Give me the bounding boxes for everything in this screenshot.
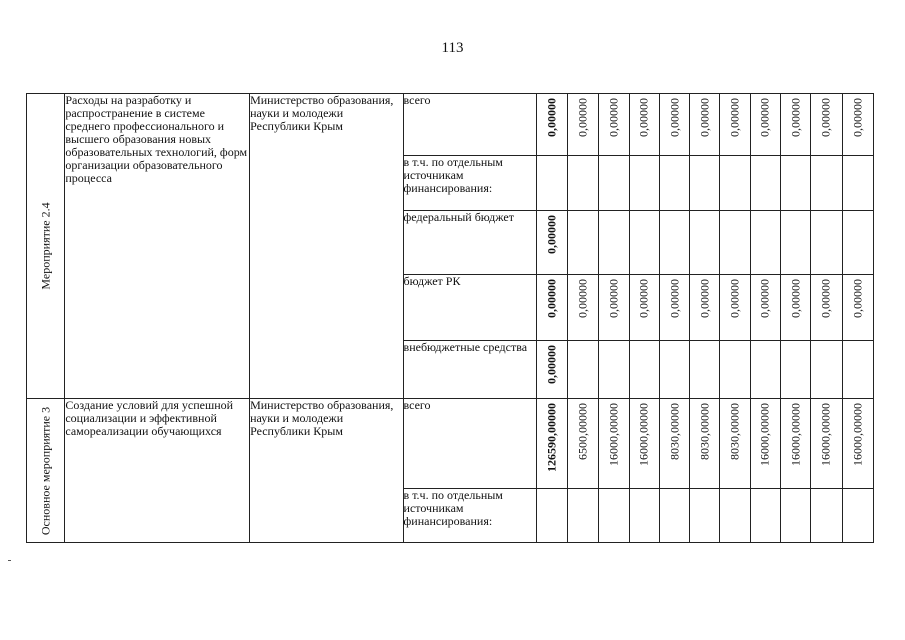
amount-value: 0,00000 [667,279,682,318]
year-value-cell [781,275,811,341]
table-row [27,94,874,156]
year-value-cell [750,94,780,156]
event-id-cell [27,94,65,399]
funding-source: в т.ч. по отдельным источникам финансирования: [403,156,536,211]
amount-value: 0,00000 [788,98,803,137]
total-value-cell [536,156,567,211]
year-value-cell [750,399,780,489]
year-value-cell [568,341,599,399]
year-value-cell [720,211,750,275]
event-executor: Министерство образования, науки и молодежи Республики Крым [250,94,403,399]
year-value-cell [629,211,659,275]
budget-table [26,93,874,543]
amount-value: 0,00000 [697,279,712,318]
amount-value: 6500,00000 [575,403,590,460]
amount-value: 0,00000 [575,98,590,137]
year-value-cell [690,489,720,543]
year-value-cell [690,275,720,341]
year-value-cell [659,94,689,156]
year-value-cell [811,399,842,489]
event-description: Создание условий для успешной социализации и эффективной самореализации обучающихся [65,399,250,543]
year-value-cell [720,94,750,156]
event-id-label: Мероприятие 2.4 [38,202,53,290]
year-value-cell [629,341,659,399]
year-value-cell [842,399,873,489]
amount-value: 0,00000 [606,279,621,318]
amount-value: 0,00000 [544,279,559,318]
amount-value: 0,00000 [818,98,833,137]
year-value-cell [842,275,873,341]
year-value-cell [811,341,842,399]
year-value-cell [659,489,689,543]
amount-value: 0,00000 [850,279,865,318]
funding-source: внебюджетные средства [403,341,536,399]
year-value-cell [599,156,629,211]
total-value-cell [536,341,567,399]
year-value-cell [811,275,842,341]
amount-value: 0,00000 [636,279,651,318]
event-description: Расходы на разработку и распространение в системе среднего профессионального и высшего образования новых образовательных технологий, форм организации образовательного процесса [65,94,250,399]
amount-value: 0,00000 [850,98,865,137]
amount-value: 0,00000 [544,215,559,254]
year-value-cell [690,399,720,489]
amount-value: 8030,00000 [667,403,682,460]
year-value-cell [781,341,811,399]
year-value-cell [599,211,629,275]
year-value-cell [811,156,842,211]
year-value-cell [750,275,780,341]
amount-value: 0,00000 [818,279,833,318]
year-value-cell [659,156,689,211]
event-id-label: Основное мероприятие 3 [38,406,53,535]
event-id-cell [27,399,65,543]
year-value-cell [659,275,689,341]
year-value-cell [690,156,720,211]
amount-value: 126590,00000 [544,403,559,472]
year-value-cell [599,489,629,543]
year-value-cell [568,211,599,275]
year-value-cell [599,341,629,399]
stray-mark [8,560,11,561]
amount-value: 0,00000 [667,98,682,137]
year-value-cell [599,275,629,341]
amount-value: 8030,00000 [727,403,742,460]
year-value-cell [720,156,750,211]
year-value-cell [568,94,599,156]
year-value-cell [842,341,873,399]
year-value-cell [659,341,689,399]
year-value-cell [842,156,873,211]
year-value-cell [720,489,750,543]
funding-source: бюджет РК [403,275,536,341]
amount-value: 16000,00000 [606,403,621,466]
amount-value: 0,00000 [757,279,772,318]
year-value-cell [690,94,720,156]
total-value-cell [536,489,567,543]
amount-value: 16000,00000 [788,403,803,466]
year-value-cell [781,489,811,543]
amount-value: 16000,00000 [636,403,651,466]
year-value-cell [720,275,750,341]
year-value-cell [720,399,750,489]
year-value-cell [568,489,599,543]
year-value-cell [690,341,720,399]
budget-table-body [27,94,874,543]
year-value-cell [599,94,629,156]
year-value-cell [659,211,689,275]
amount-value: 0,00000 [727,279,742,318]
table-row [27,399,874,489]
funding-source: всего [403,399,536,489]
year-value-cell [811,94,842,156]
amount-value: 16000,00000 [850,403,865,466]
event-executor: Министерство образования, науки и молодежи Республики Крым [250,399,403,543]
year-value-cell [781,94,811,156]
amount-value: 0,00000 [544,98,559,137]
year-value-cell [842,211,873,275]
total-value-cell [536,399,567,489]
funding-source: в т.ч. по отдельным источникам финансирования: [403,489,536,543]
year-value-cell [568,156,599,211]
amount-value: 0,00000 [727,98,742,137]
year-value-cell [781,156,811,211]
page-number: 113 [441,40,464,56]
amount-value: 0,00000 [636,98,651,137]
year-value-cell [842,489,873,543]
year-value-cell [811,211,842,275]
year-value-cell [781,399,811,489]
amount-value: 0,00000 [544,345,559,384]
amount-value: 0,00000 [697,98,712,137]
year-value-cell [568,275,599,341]
year-value-cell [750,489,780,543]
year-value-cell [750,211,780,275]
amount-value: 8030,00000 [697,403,712,460]
year-value-cell [629,399,659,489]
amount-value: 0,00000 [788,279,803,318]
year-value-cell [750,156,780,211]
year-value-cell [842,94,873,156]
year-value-cell [629,275,659,341]
amount-value: 16000,00000 [757,403,772,466]
year-value-cell [599,399,629,489]
year-value-cell [720,341,750,399]
year-value-cell [690,211,720,275]
year-value-cell [811,489,842,543]
funding-source: всего [403,94,536,156]
amount-value: 0,00000 [757,98,772,137]
year-value-cell [629,489,659,543]
total-value-cell [536,94,567,156]
total-value-cell [536,211,567,275]
amount-value: 16000,00000 [818,403,833,466]
amount-value: 0,00000 [575,279,590,318]
year-value-cell [629,156,659,211]
amount-value: 0,00000 [606,98,621,137]
year-value-cell [781,211,811,275]
year-value-cell [750,341,780,399]
year-value-cell [659,399,689,489]
total-value-cell [536,275,567,341]
funding-source: федеральный бюджет [403,211,536,275]
year-value-cell [568,399,599,489]
year-value-cell [629,94,659,156]
